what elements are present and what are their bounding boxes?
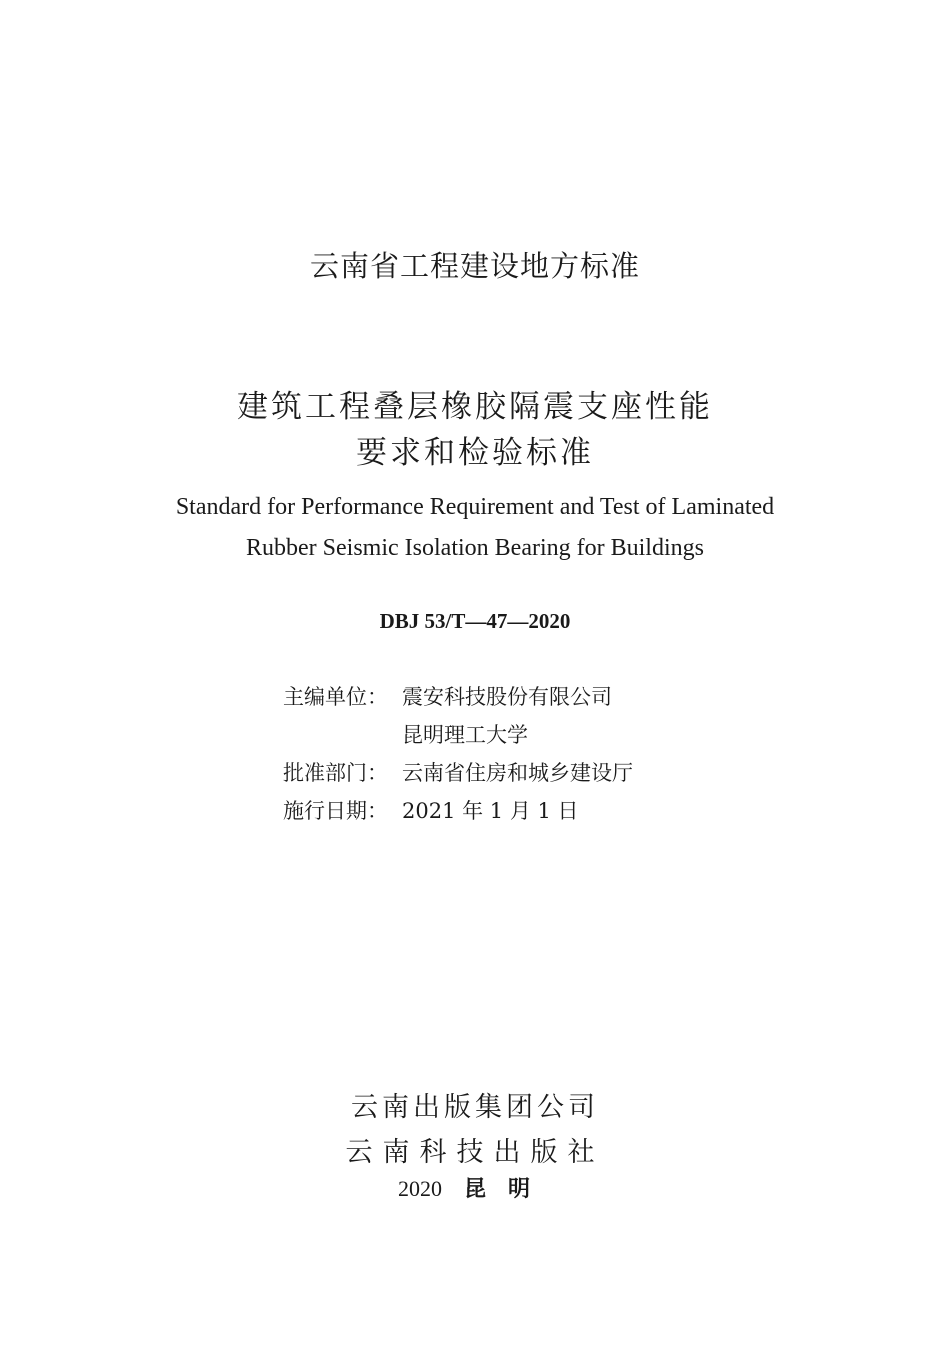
series-title: 云南省工程建设地方标准: [309, 249, 640, 283]
effective-date-label: 施行日期：: [283, 799, 388, 823]
chief-editor-label: 主编单位：: [283, 685, 388, 709]
effective-date-row: [283, 795, 579, 825]
effective-date-value: 2021 年 1 月 1 日: [402, 799, 579, 823]
standard-code: DBJ 53/T—47—2020: [379, 609, 571, 633]
approval-label: 批准部门：: [283, 761, 388, 785]
approval-row: [283, 757, 633, 787]
chief-editor-value-1: 震安科技股份有限公司: [402, 685, 612, 709]
publisher-press: 云南科技出版社: [345, 1137, 605, 1168]
publisher-group: 云南出版集团公司: [351, 1092, 599, 1123]
english-title-line-2: Rubber Seismic Isolation Bearing for Buildings: [246, 535, 704, 561]
chief-editor-value-2: 昆明理工大学: [402, 723, 528, 747]
main-title-line-2: 要求和检验标准: [356, 435, 594, 471]
english-title-line-1: Standard for Performance Requirement and Test of Laminated: [175, 494, 775, 520]
chief-editor-row: [283, 681, 612, 711]
main-title-line-1: 建筑工程叠层橡胶隔震支座性能: [237, 389, 713, 425]
publication-year: 2020: [397, 1176, 442, 1201]
chief-editor-row-2: [283, 719, 528, 749]
publication-city: 昆明: [463, 1177, 552, 1202]
approval-value: 云南省住房和城乡建设厅: [402, 761, 633, 785]
publication-year-city: [0, 1172, 950, 1203]
